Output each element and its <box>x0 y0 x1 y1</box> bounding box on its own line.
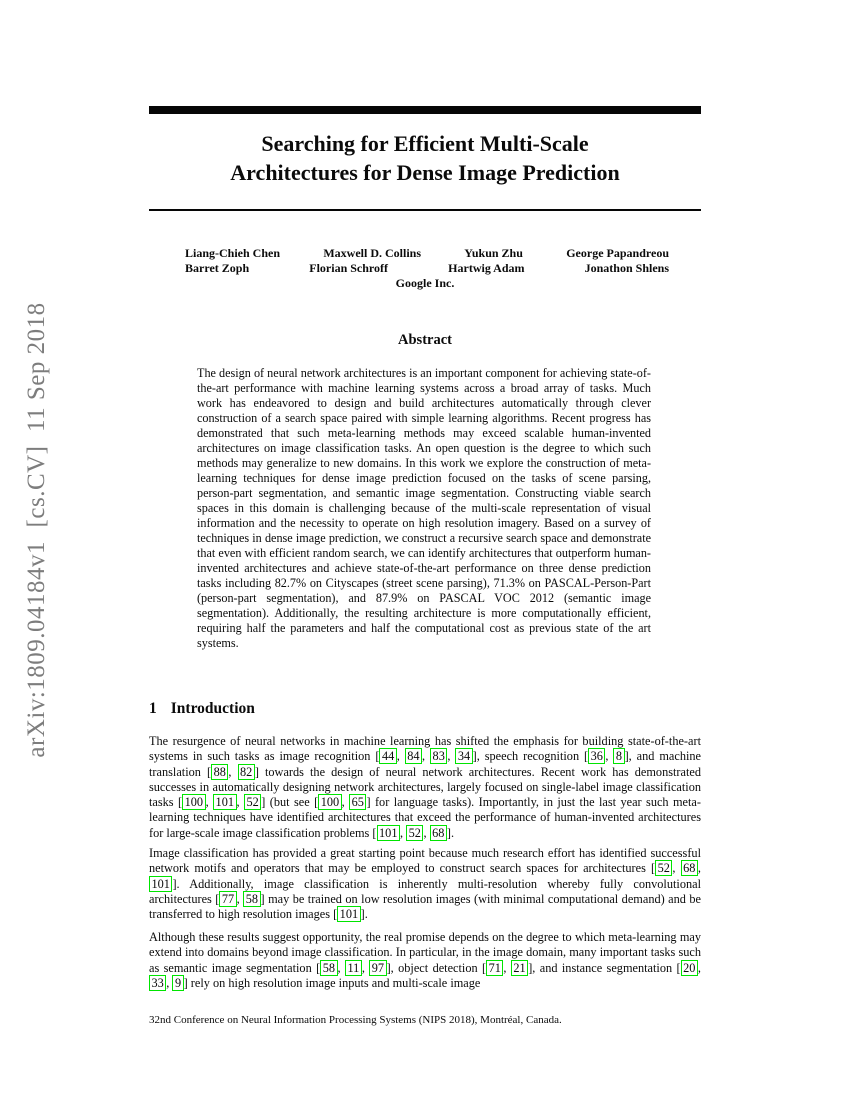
citation-link[interactable]: 88 <box>211 764 228 780</box>
citation-link[interactable]: 68 <box>430 825 447 841</box>
intro-paragraph-3: Although these results suggest opportunity, the real promise depends on the degree to which meta-learning may extend into domains beyond image classification. In particular, in the image domain, many important tasks such as semantic image segmentation [ 58 , 11 , 97 ], object detection [ 71 , 21 ], and instance segmentation [ 20 , 33 , 9 ] rely on high resolution image inputs and multi-scale image <box>149 930 701 990</box>
section-1-heading <box>149 700 701 718</box>
arxiv-watermark: arXiv:1809.04184v1 [cs.CV] 11 Sep 2018 <box>23 302 50 758</box>
citation-link[interactable]: 44 <box>379 748 396 764</box>
paper-title-line2: Architectures for Dense Image Prediction <box>230 160 620 185</box>
title-bottom-rule <box>149 209 701 211</box>
author-name: Jonathon Shlens <box>584 261 669 275</box>
citation-link[interactable]: 97 <box>369 960 386 976</box>
citation-link[interactable]: 20 <box>681 960 698 976</box>
author-name: Liang-Chieh Chen <box>185 246 281 260</box>
citation-link[interactable]: 82 <box>238 764 255 780</box>
authors-row-1 <box>185 246 669 261</box>
authors-row-2 <box>185 261 669 276</box>
affiliation: Google Inc. <box>395 276 455 290</box>
author-name: Florian Schroff <box>309 261 389 275</box>
title-top-rule <box>149 106 701 114</box>
citation-link[interactable]: 11 <box>345 960 362 976</box>
section-number: 1 <box>149 700 157 717</box>
citation-link[interactable]: 83 <box>430 748 447 764</box>
citation-link[interactable]: 101 <box>337 906 360 922</box>
citation-link[interactable]: 101 <box>213 794 236 810</box>
citation-link[interactable]: 65 <box>349 794 366 810</box>
abstract-text: The design of neural network architectures is an important component for achieving state-of-the-art performance with machine learning systems across a broad array of tasks. Much work has endeavored to design and build architectures automatically through clever construction of a search space paired with simple learning algorithms. Recent progress has demonstrated that such meta-learning methods may exceed scalable human-invented architectures on image classification tasks. An open question is the degree to which such methods may generalize to new domains. In this work we explore the construction of meta-learning techniques for dense image prediction focused on the tasks of scene parsing, person-part segmentation, and semantic image segmentation. Constructing viable search spaces in this domain is challenging because of the multi-scale representation of visual information and the necessity to operate on high resolution imagery. Based on a survey of techniques in dense image prediction, we construct a recursive search space and demonstrate that even with efficient random search, we can identify architectures that outperform human-invented architectures and achieve state-of-the-art performance on three dense prediction tasks including 82.7% on Cityscapes (street scene parsing), 71.3% on PASCAL-Person-Part (person-part segmentation), and 87.9% on PASCAL VOC 2012 (semantic image segmentation). Additionally, the resulting architecture is more computationally efficient, requiring half the parameters and half the computational cost as previous state of the art systems. <box>197 366 651 650</box>
citation-link[interactable]: 36 <box>588 748 605 764</box>
citation-link[interactable]: 100 <box>318 794 341 810</box>
citation-link[interactable]: 101 <box>377 825 400 841</box>
citation-link[interactable]: 52 <box>244 794 261 810</box>
conference-footnote: 32nd Conference on Neural Information Processing Systems (NIPS 2018), Montréal, Canada. <box>149 1014 562 1026</box>
paper-title <box>149 129 701 187</box>
authors-block <box>149 246 701 291</box>
author-name: Maxwell D. Collins <box>323 246 421 260</box>
citation-link[interactable]: 34 <box>455 748 472 764</box>
citation-link[interactable]: 77 <box>219 891 236 907</box>
citation-link[interactable]: 8 <box>613 748 624 764</box>
citation-link[interactable]: 58 <box>243 891 260 907</box>
section-title: Introduction <box>170 700 255 717</box>
paper-title-line1: Searching for Efficient Multi-Scale <box>261 131 589 156</box>
author-name: Yukun Zhu <box>464 246 523 260</box>
citation-link[interactable]: 68 <box>681 860 698 876</box>
citation-link[interactable]: 52 <box>406 825 423 841</box>
author-name: George Papandreou <box>566 246 669 260</box>
citation-link[interactable]: 33 <box>149 975 166 991</box>
citation-link[interactable]: 52 <box>655 860 672 876</box>
citation-link[interactable]: 58 <box>320 960 337 976</box>
abstract-heading: Abstract <box>398 332 452 348</box>
citation-link[interactable]: 100 <box>182 794 205 810</box>
author-name: Hartwig Adam <box>448 261 525 275</box>
author-name: Barret Zoph <box>185 261 250 275</box>
citation-link[interactable]: 101 <box>149 876 172 892</box>
intro-paragraph-1: The resurgence of neural networks in machine learning has shifted the emphasis for building state-of-the-art systems in such tasks as image recognition [ 44 , 84 , 83 , 34 ], speech recognition [ 36 , 8 ], and machine translation [ 88 , 82 ] towards the design of neural network architectures. Recent work has demonstrated successes in automatically designing network architectures, largely focused on single-label image classification tasks [ 100 , 101 , 52 ] (but see [ 100 , 65 ] for language tasks). Importantly, in just the last year such meta-learning techniques have identified architectures that exceed the performance of human-invented architectures for large-scale image classification problems [ 101 , 52 , 68 ]. <box>149 734 701 840</box>
citation-link[interactable]: 21 <box>511 960 528 976</box>
citation-link[interactable]: 84 <box>405 748 422 764</box>
citation-link[interactable]: 71 <box>486 960 503 976</box>
intro-paragraph-2: Image classification has provided a great starting point because much research effort has identified successful network motifs and operators that may be employed to construct search spaces for architectures [ 52 , 68 , 101 ]. Additionally, image classification is inherently multi-resolution whereby fully convolutional architectures [ 77 , 58 ] may be trained on low resolution images (with minimal computational demand) and be transferred to high resolution images [ 101 ]. <box>149 846 701 922</box>
citation-link[interactable]: 9 <box>172 975 183 991</box>
